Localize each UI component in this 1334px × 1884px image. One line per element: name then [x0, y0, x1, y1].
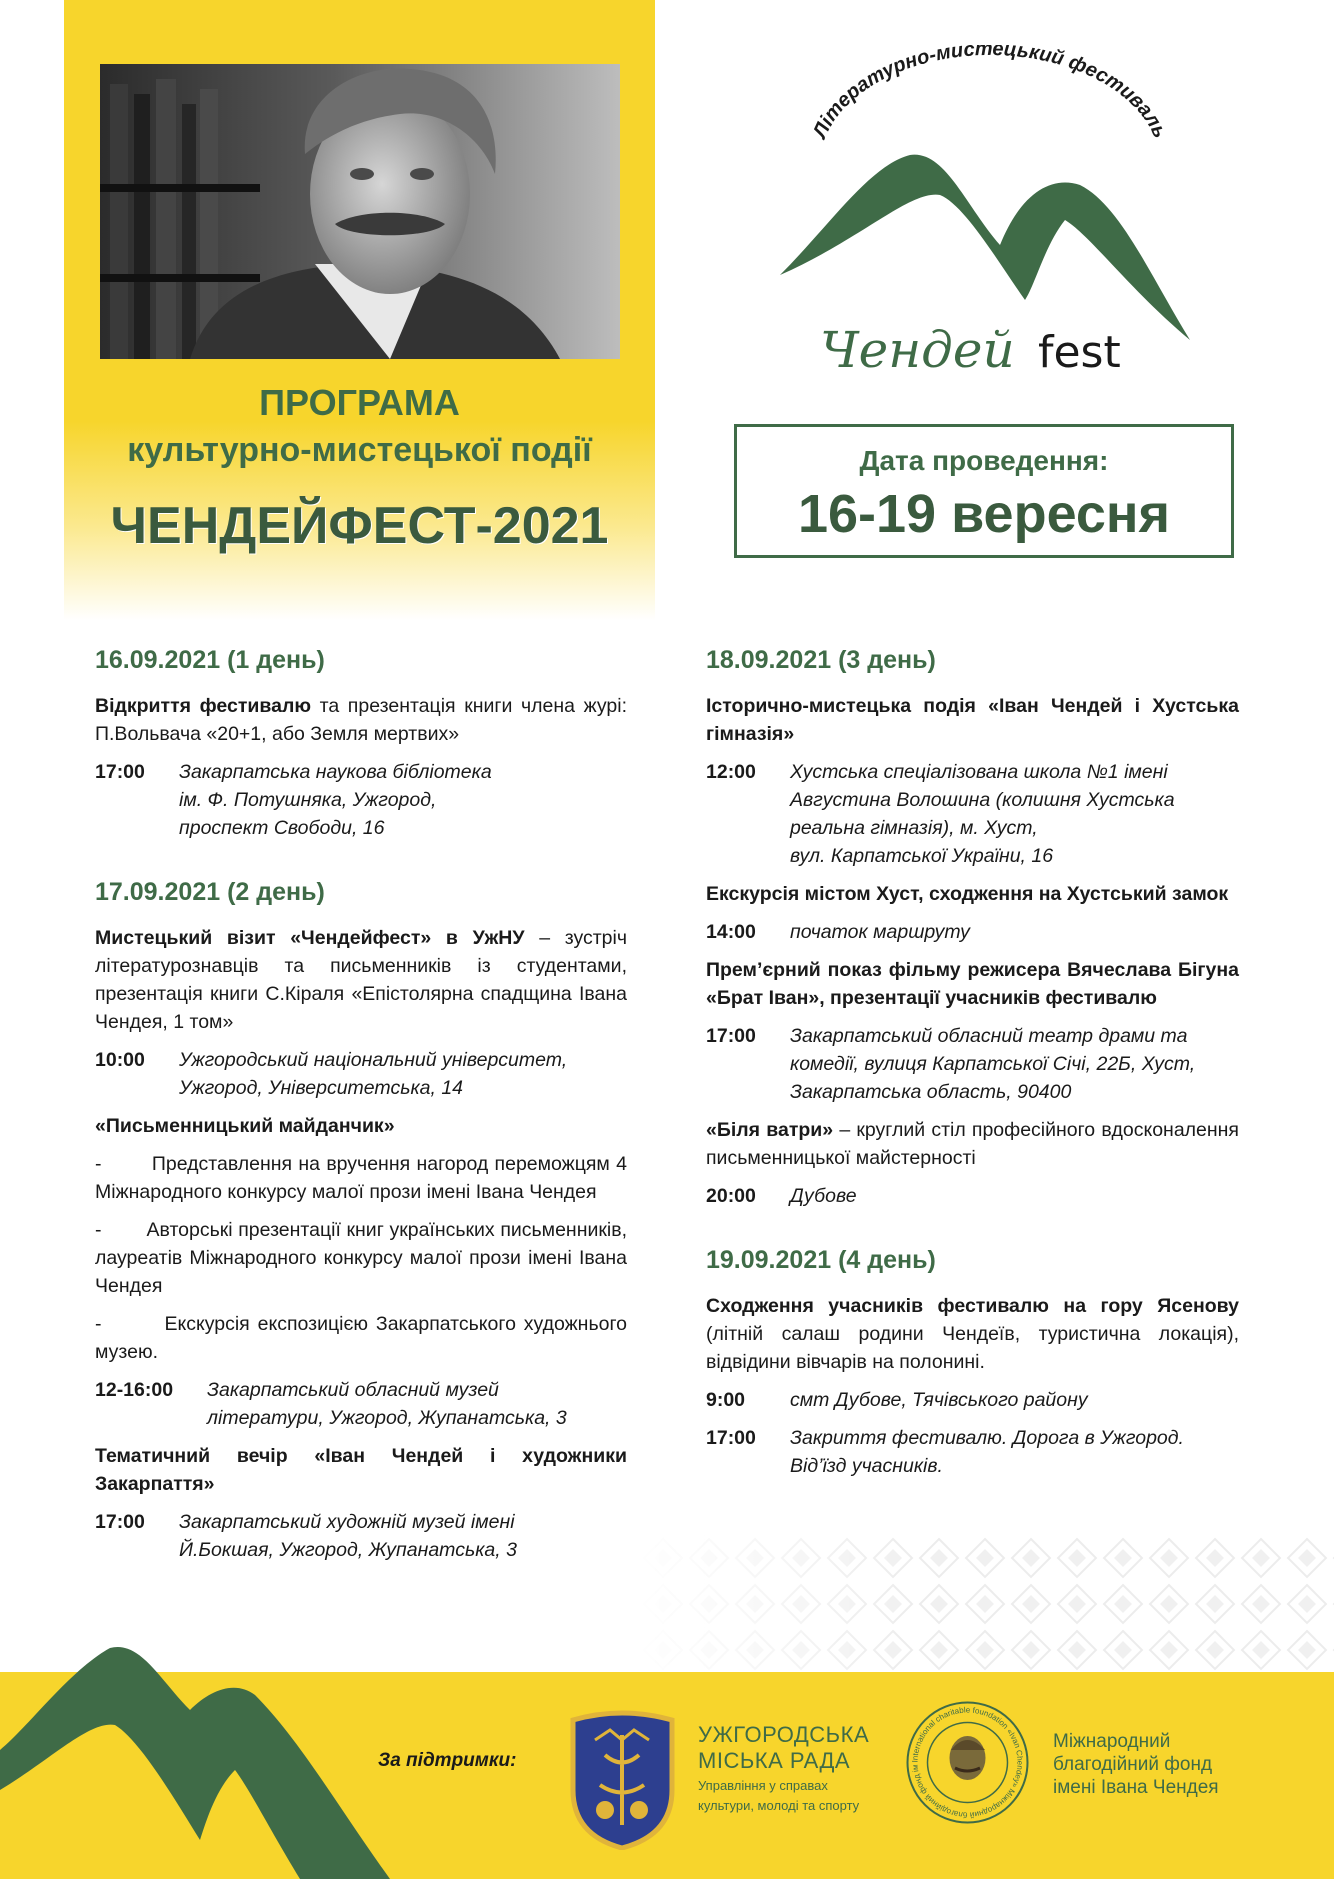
- day3-place1: [790, 758, 1239, 870]
- day2-bullet2: - Авторські презентації книг українських письменників, лауреатів Міжнародного конкурсу малої прози імені Івана Чендея: [95, 1219, 627, 1297]
- place-line: вул. Карпатської України, 16: [790, 845, 1054, 867]
- day2-event1: [95, 924, 627, 1036]
- festival-logo: [760, 45, 1220, 415]
- place-line: ім. Ф. Потушняка, Ужгород,: [179, 789, 437, 811]
- day1-time1: 17:00: [95, 761, 145, 783]
- day3-schedule-row: [706, 918, 1239, 946]
- place-line: Закарпатська область, 90400: [790, 1081, 1072, 1103]
- day2-place2: [207, 1376, 627, 1432]
- day3-event1-title: Історично-мистецька подія «Іван Чендей і Хустська гімназія»: [706, 695, 1239, 745]
- day3-event4-desc: – круглий стіл професійного вдосконалення письменницької майстерності: [706, 1119, 1239, 1169]
- place-line: Ужгородський національний університет,: [179, 1049, 568, 1071]
- org-foundation: [1053, 1730, 1219, 1799]
- day4-heading: 19.09.2021 (4 день): [706, 1246, 936, 1274]
- org2-line1: Міжнародний: [1053, 1731, 1171, 1752]
- day2-place1: [179, 1046, 627, 1102]
- program-title-line1: ПРОГРАМА: [259, 382, 460, 423]
- day2-schedule-row: [95, 1376, 627, 1432]
- program-right-column: [706, 640, 1239, 1490]
- place-line: Закриття фестивалю. Дорога в Ужгород.: [790, 1427, 1184, 1449]
- day2-time3: 17:00: [95, 1511, 145, 1533]
- day2-bullet3: - Екскурсія експозицією Закарпатського художнього музею.: [95, 1313, 627, 1363]
- day3-place3: [790, 1022, 1239, 1106]
- program-title-line2: культурно-мистецької події: [127, 431, 592, 469]
- seal-text: International charitable foundation «Ivan Chendey» Міжнародний благодійний фонд ім: [910, 1705, 1025, 1820]
- date-label: Дата проведення:: [859, 445, 1109, 476]
- date-value: 16-19 вересня: [797, 484, 1171, 544]
- day4-time2: 17:00: [706, 1427, 756, 1449]
- place-line: літератури, Ужгород, Жупанатська, 3: [207, 1407, 567, 1429]
- logo-mountains-icon: [780, 155, 1190, 340]
- place-line: Закарпатський художній музей імені: [179, 1511, 515, 1533]
- org1-sub2: культури, молоді та спорту: [698, 1798, 860, 1813]
- day2-event1-desc: – зустріч літературознавців та письменників із студентами, презентація книги С.Кіраля «Епістолярна спадщина Івана Чендея, 1 том»: [95, 927, 627, 1033]
- day4-place1: смт Дубове, Тячівського району: [790, 1389, 1088, 1411]
- org2-line3: імені Івана Чендея: [1053, 1777, 1219, 1798]
- day3-time4: 20:00: [706, 1185, 756, 1207]
- place-line: Хустська спеціалізована школа №1 імені: [790, 761, 1168, 783]
- day1-place1: [179, 758, 627, 842]
- day2-event2-title: «Письменницький майданчик»: [95, 1115, 395, 1137]
- ornament-pattern: [640, 1535, 1334, 1675]
- day3-schedule-row: [706, 1022, 1239, 1106]
- day3-schedule-row: [706, 758, 1239, 870]
- day2-schedule-row: [95, 1046, 627, 1102]
- foundation-seal-logo: [905, 1700, 1030, 1825]
- place-line: Й.Бокшая, Ужгород, Жупанатська, 3: [179, 1539, 517, 1561]
- logo-arc-text: Літературно-мистецький фестиваль: [808, 45, 1172, 142]
- day2-event3-title: Тематичний вечір «Іван Чендей і художники Закарпаття»: [95, 1445, 627, 1495]
- day4-event1: [706, 1292, 1239, 1376]
- day3-heading: 18.09.2021 (3 день): [706, 646, 936, 674]
- program-left-column: [95, 640, 627, 1574]
- place-line: Августина Волошина (колишня Хустська: [790, 789, 1175, 811]
- day2-time2: 12-16:00: [95, 1379, 174, 1401]
- day4-event1-title: Сходження учасників фестивалю на гору Ясенову: [706, 1295, 1239, 1317]
- day3-time2: 14:00: [706, 921, 756, 943]
- place-line: реальна гімназія), м. Хуст,: [790, 817, 1038, 839]
- day2-place3: [179, 1508, 627, 1564]
- day3-time1: 12:00: [706, 761, 756, 783]
- place-line: Закарпатський обласний музей: [207, 1379, 499, 1401]
- place-line: Ужгород, Університетська, 14: [179, 1077, 464, 1099]
- day2-time1: 10:00: [95, 1049, 145, 1071]
- day4-schedule-row: [706, 1386, 1239, 1414]
- day4-time1: 9:00: [706, 1389, 746, 1411]
- day1-event1-title: Відкриття фестивалю: [95, 695, 312, 717]
- day3-event2-title: Екскурсія містом Хуст, сходження на Хустський замок: [706, 883, 1229, 905]
- day3-place2: початок маршруту: [790, 921, 970, 943]
- day3-place4: Дубове: [790, 1185, 857, 1207]
- date-box: [734, 424, 1234, 558]
- day3-event4: [706, 1116, 1239, 1172]
- place-line: Від’їзд учасників.: [790, 1455, 943, 1477]
- day1-schedule-row: [95, 758, 627, 842]
- day2-bullet1: - Представлення на вручення нагород переможцям 4 Міжнародного конкурсу малої прози імені Івана Чендея: [95, 1153, 627, 1203]
- org1-sub1: Управління у справах: [698, 1778, 828, 1793]
- day4-schedule-row: [706, 1424, 1239, 1480]
- day2-event1-title: Мистецький візит «Чендейфест» в УжНУ: [95, 927, 525, 949]
- day1-heading: 16.09.2021 (1 день): [95, 646, 325, 674]
- day4-place2: [790, 1424, 1239, 1480]
- day2-heading: 17.09.2021 (2 день): [95, 878, 325, 906]
- org2-line2: благодійний фонд: [1053, 1754, 1213, 1775]
- day1-event1-desc: та презентація книги члена журі: П.Вольвача «20+1, або Земля мертвих»: [95, 695, 627, 745]
- day3-event4-title: «Біля ватри»: [706, 1119, 834, 1141]
- place-line: проспект Свободи, 16: [179, 817, 385, 839]
- day3-event3-title: Прем’єрний показ фільму режисера Вячеслава Бігуна «Брат Іван», презентації учасників фестивалю: [706, 959, 1239, 1009]
- footer-mountains-icon: [0, 1640, 420, 1879]
- day3-time3: 17:00: [706, 1025, 756, 1047]
- place-line: Закарпатський обласний театр драми та: [790, 1025, 1188, 1047]
- org1-line2: МІСЬКА РАДА: [698, 1748, 851, 1773]
- day4-event1-desc: (літній салаш родини Чендеїв, туристична локація), відвідини вівчарів на полонині.: [706, 1323, 1239, 1373]
- day1-event1: [95, 692, 627, 748]
- day2-schedule-row: [95, 1508, 627, 1564]
- support-label: За підтримки:: [378, 1750, 517, 1771]
- logo-script-name: Чендей: [820, 321, 1015, 379]
- festival-title: ЧЕНДЕЙФЕСТ-2021: [110, 497, 609, 555]
- city-coat-of-arms-icon: [565, 1710, 680, 1850]
- day3-schedule-row: [706, 1182, 1239, 1210]
- org-city-council: [698, 1722, 869, 1814]
- place-line: комедії, вулиця Карпатської Січі, 22Б, Хуст,: [790, 1053, 1196, 1075]
- logo-fest-word: fest: [1038, 327, 1121, 378]
- place-line: Закарпатська наукова бібліотека: [179, 761, 492, 783]
- org1-line1: УЖГОРОДСЬКА: [698, 1722, 870, 1747]
- portrait-photo: [100, 64, 620, 359]
